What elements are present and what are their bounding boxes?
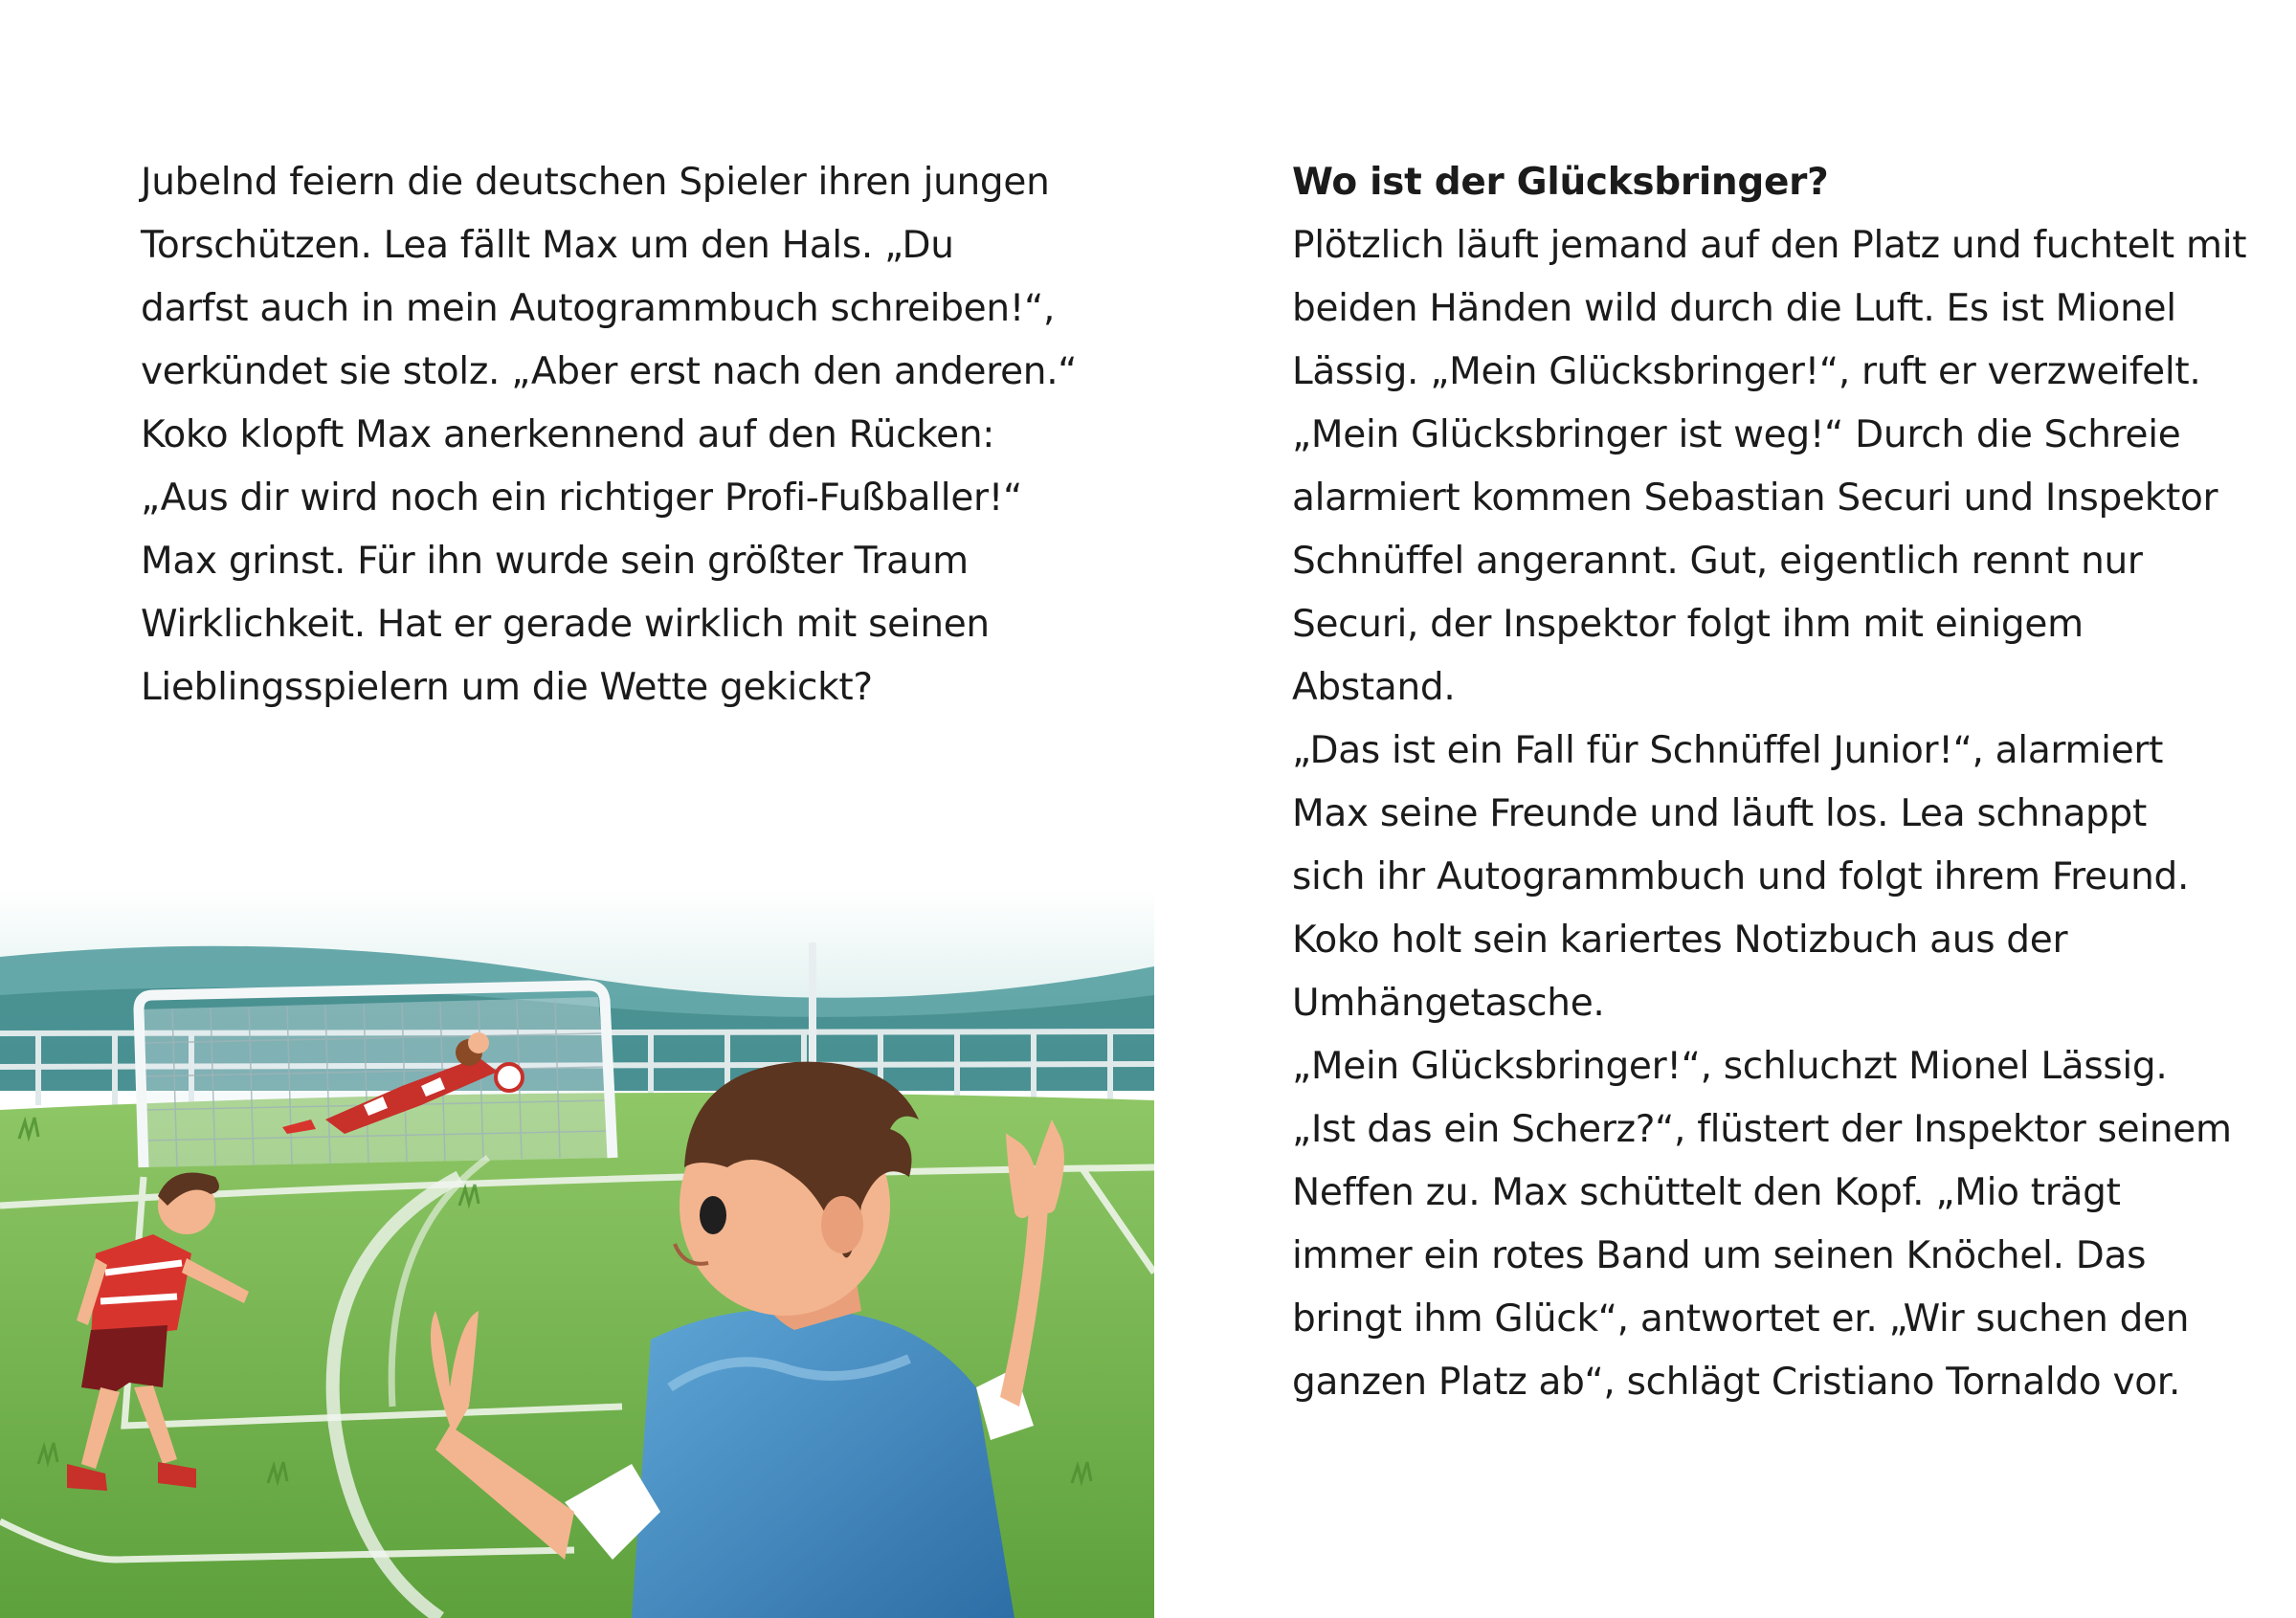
text-line: Wirklichkeit. Hat er gerade wirklich mit seinen <box>141 603 990 646</box>
text-line: beiden Händen wild durch die Luft. Es ist Mionel <box>1292 287 2176 330</box>
text-line: „Aus dir wird noch ein richtiger Profi-Fußballer!“ <box>141 477 1023 520</box>
text-line: darfst auch in mein Autogrammbuch schreiben!“, <box>141 287 1056 330</box>
text-line: Plötzlich läuft jemand auf den Platz und fuchtelt mit <box>1292 224 2247 267</box>
text-line: Max grinst. Für ihn wurde sein größter Traum <box>141 540 969 583</box>
text-line: „Mein Glücksbringer ist weg!“ Durch die Schreie <box>1292 413 2181 456</box>
text-line: alarmiert kommen Sebastian Securi und Inspektor <box>1292 477 2218 520</box>
soccer-illustration <box>0 890 1154 1618</box>
text-line: Jubelnd feiern die deutschen Spieler ihren jungen <box>141 161 1050 204</box>
text-line: Max seine Freunde und läuft los. Lea schnappt <box>1292 792 2147 835</box>
text-line: sich ihr Autogrammbuch und folgt ihrem Freund. <box>1292 855 2190 898</box>
text-line: Securi, der Inspektor folgt ihm mit einigem <box>1292 603 2084 646</box>
text-line: immer ein rotes Band um seinen Knöchel. Das <box>1292 1234 2147 1277</box>
text-line: Neffen zu. Max schüttelt den Kopf. „Mio trägt <box>1292 1171 2121 1214</box>
text-line: Lässig. „Mein Glücksbringer!“, ruft er verzweifelt. <box>1292 350 2201 393</box>
ball <box>496 1064 523 1091</box>
text-line: Abstand. <box>1292 666 1456 709</box>
text-line: Koko klopft Max anerkennend auf den Rücken: <box>141 413 995 456</box>
left-page-text <box>141 151 1077 720</box>
text-line: Koko holt sein kariertes Notizbuch aus der <box>1292 919 2068 962</box>
goal <box>139 986 613 1167</box>
right-page <box>1148 0 2296 1618</box>
text-line: Schnüffel angerannt. Gut, eigentlich rennt nur <box>1292 540 2143 583</box>
right-page-text <box>1292 151 2246 1414</box>
text-line: bringt ihm Glück“, antwortet er. „Wir suchen den <box>1292 1297 2190 1341</box>
text-line: Torschützen. Lea fällt Max um den Hals. „Du <box>141 224 954 267</box>
text-line: „Das ist ein Fall für Schnüffel Junior!“, alarmiert <box>1292 729 2164 772</box>
text-line: „Ist das ein Scherz?“, flüstert der Inspektor seinem <box>1292 1108 2232 1151</box>
text-line: „Mein Glücksbringer!“, schluchzt Mionel Lässig. <box>1292 1045 2168 1088</box>
text-line: Lieblingsspielern um die Wette gekickt? <box>141 666 873 709</box>
text-line: ganzen Platz ab“, schlägt Cristiano Tornaldo vor. <box>1292 1361 2181 1404</box>
chapter-heading: Wo ist der Glücksbringer? <box>1292 161 1829 204</box>
text-line: Umhängetasche. <box>1292 982 1605 1025</box>
text-line: verkündet sie stolz. „Aber erst nach den anderen.“ <box>141 350 1078 393</box>
